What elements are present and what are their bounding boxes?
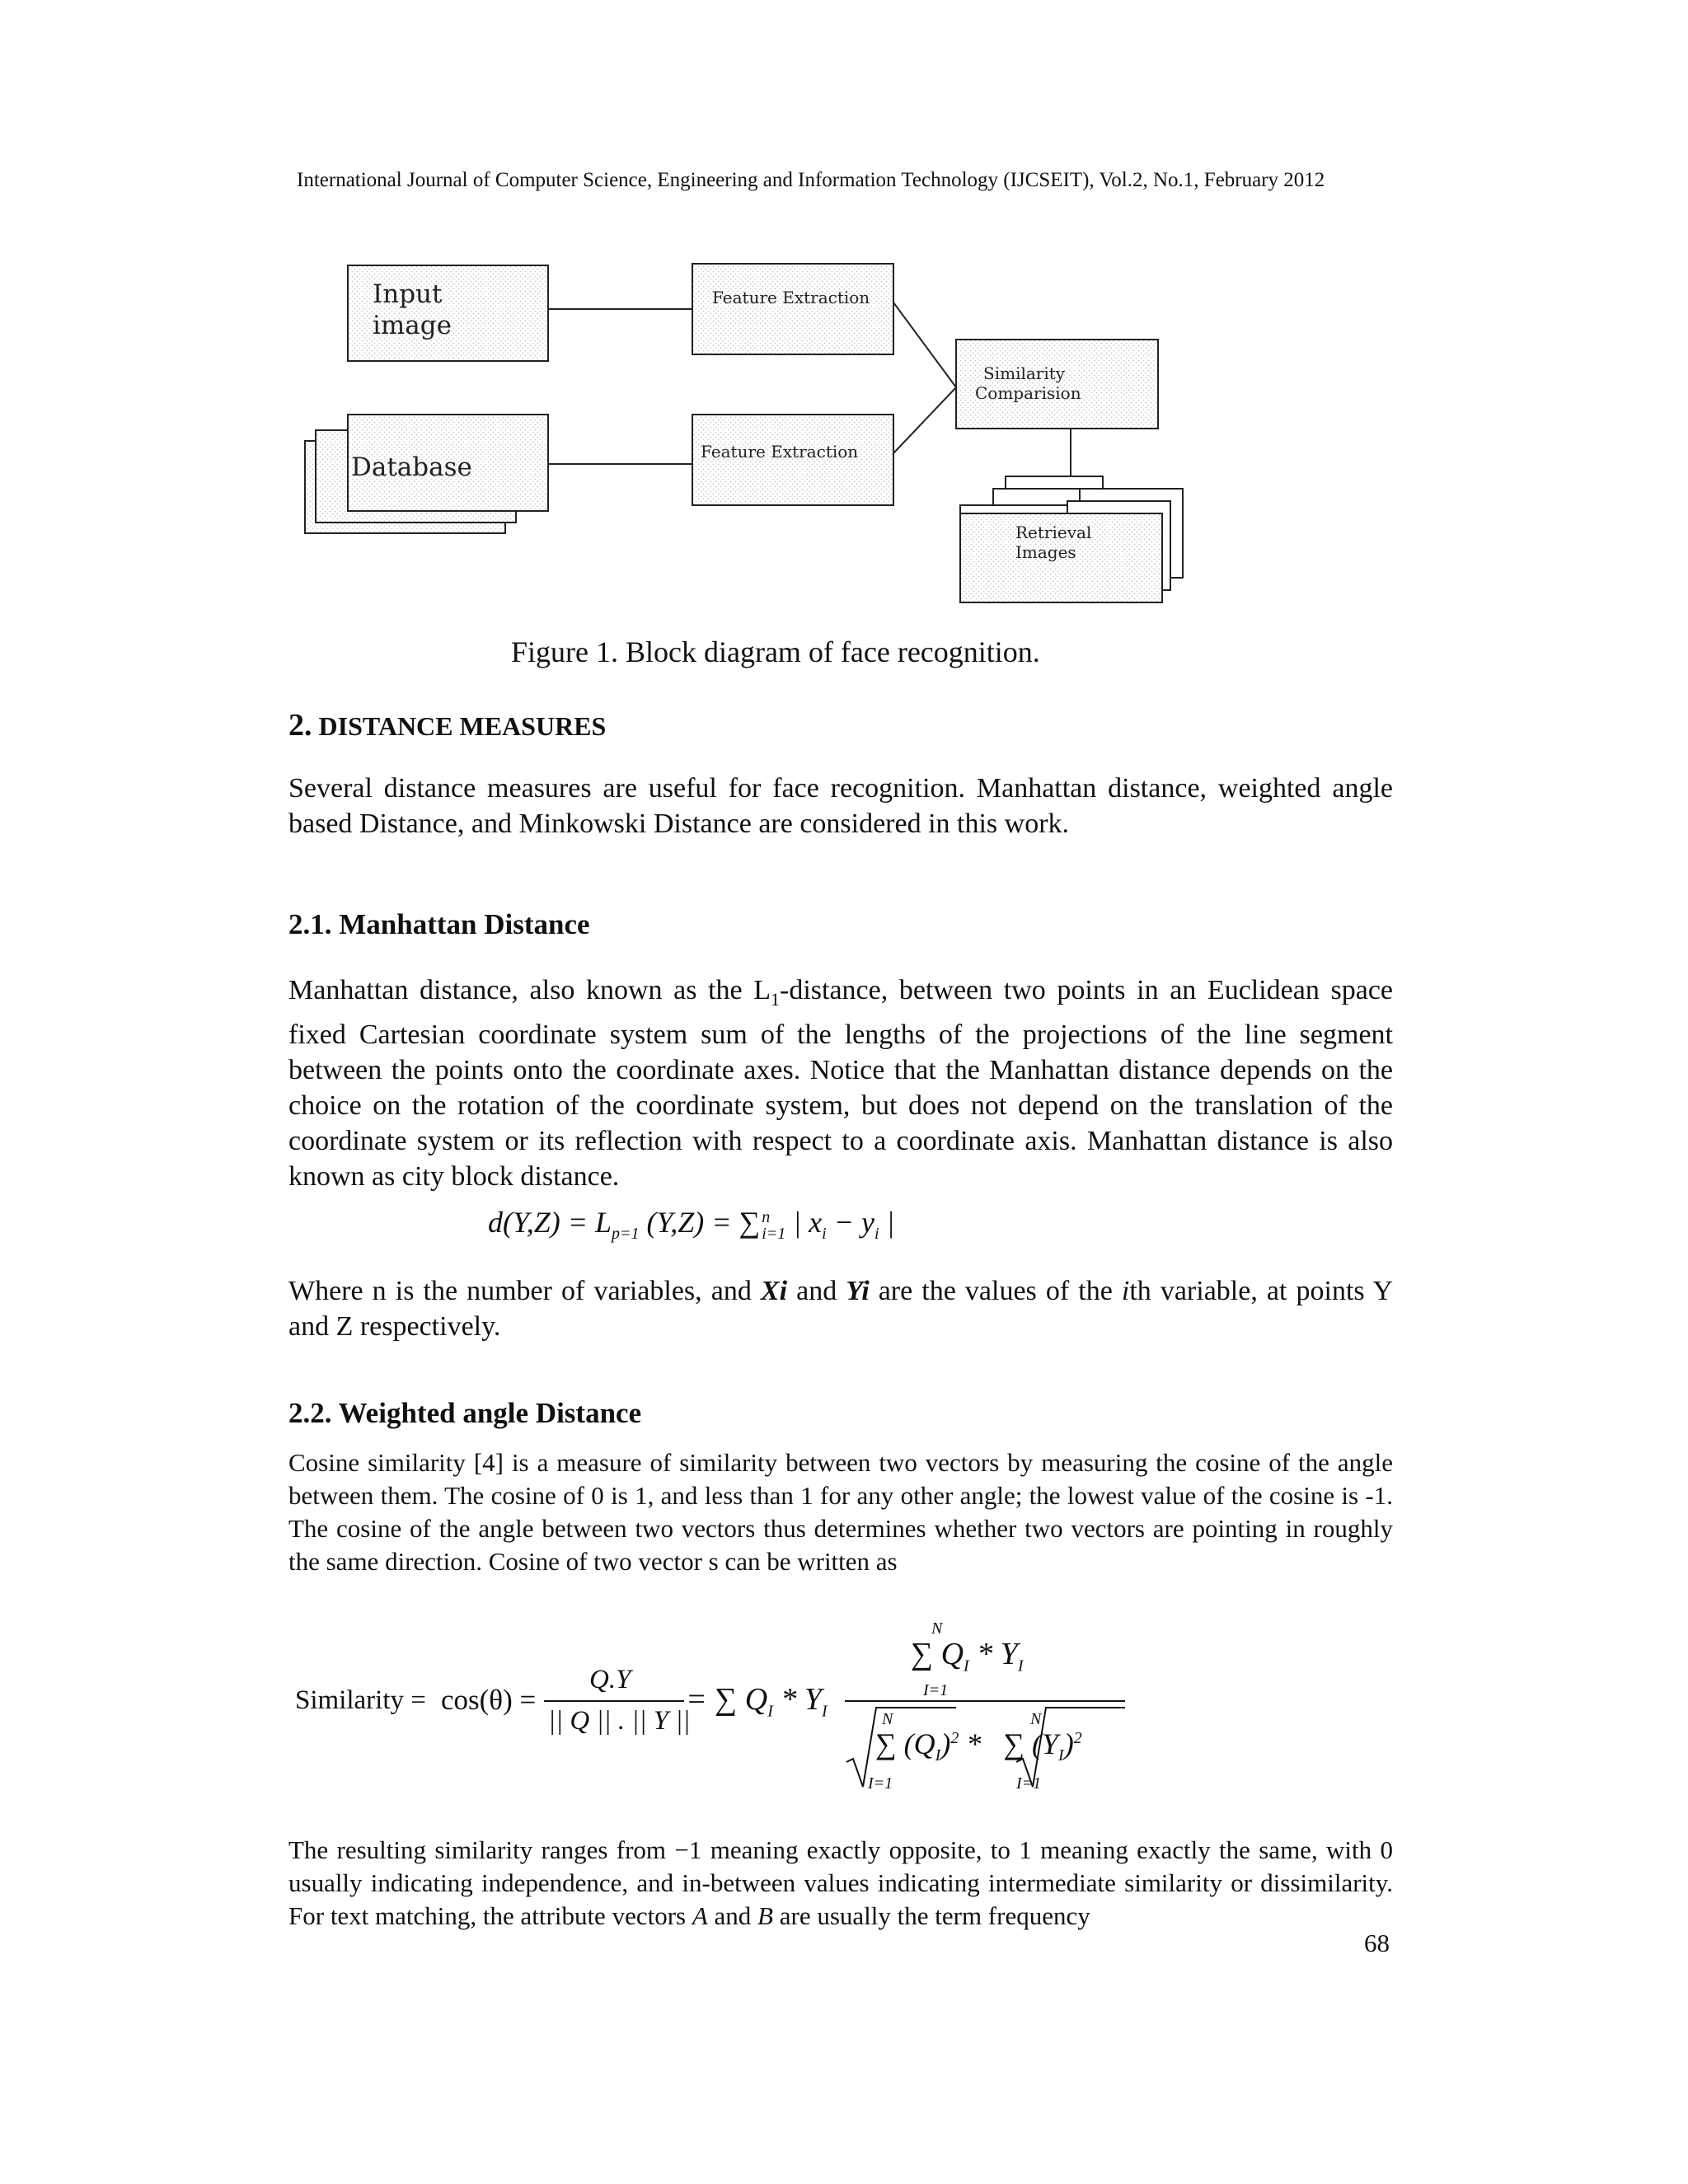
big-denominator (875, 1727, 1082, 1765)
connector-feature-top-similarity (893, 302, 956, 387)
eq-rhs2: − y (826, 1206, 874, 1239)
similarity-label: Similarity = (295, 1685, 426, 1715)
manhattan-heading: 2.1. Manhattan Distance (288, 908, 590, 940)
manhattan-paragraph (288, 972, 1393, 1194)
weighted-heading: 2.2. Weighted angle Distance (288, 1397, 642, 1429)
big-num-sub2: I (1017, 1657, 1024, 1675)
eq-rhs: | x (793, 1206, 823, 1239)
result-text-b: are usually the term frequency (772, 1901, 1090, 1930)
page-number: 68 (1364, 1929, 1390, 1957)
input-box-line2: image (373, 311, 452, 340)
eq2-b: * Y (772, 1682, 822, 1717)
den-N-left: N (882, 1710, 893, 1728)
section-heading (288, 707, 606, 743)
eq-lhs-sub: p=1 (612, 1225, 640, 1244)
connector-feature-bottom-similarity (893, 387, 956, 453)
result-B: B (757, 1901, 773, 1930)
retrieval-line2: Images (1015, 542, 1076, 562)
section-title: DISTANCE MEASURES (318, 711, 607, 741)
where-i: i (1121, 1276, 1130, 1306)
eq2-sub1: I (767, 1702, 773, 1721)
similarity-comparison-box (956, 340, 1158, 429)
feature-bottom-label: Feature Extraction (701, 442, 859, 462)
eq-rhs3: | (879, 1206, 895, 1239)
where-c: th variable, at points Y and Z respectively. (288, 1276, 1394, 1342)
where-and: and (787, 1276, 846, 1306)
frac1-denominator: || Q || . || Y || (548, 1706, 691, 1736)
running-header: International Journal of Computer Science, Engineering and Information Technology (IJCSEIT), Vol.2, No.1, February 2012 (297, 169, 1325, 191)
result-text-a: The resulting similarity ranges from −1 meaning exactly opposite, to 1 meaning exactly the same, with 0 usually indicating independence, and in-between values indicating intermediate similarity or dissimilarity. For text matching, the attribute vectors (288, 1835, 1393, 1930)
cos-theta: cos(θ) = (441, 1684, 537, 1716)
database-box (305, 415, 548, 533)
input-image-box (348, 265, 548, 361)
den-sup1: 2 (950, 1729, 959, 1747)
eq2-a: = ∑ Q (686, 1682, 768, 1717)
feature-extraction-top-box (692, 264, 893, 354)
input-box-line1: Input (373, 279, 443, 309)
section-intro: Several distance measures are useful for face recognition. Manhattan distance, weighted angle based Distance, and Minkowski Distance are considered in this work. (288, 773, 1393, 839)
manhattan-text-b: -distance, between two points in an Euclidean space fixed Cartesian coordinate system sum of the lengths of the projections of the line segment between the points onto the coordinate axes. Notice that the Manhattan distance depends on the choice on the rotation of the coordinate system, but does not depend on the translation of the coordinate system or its reflection with respect to a coordinate axis. Manhattan distance is also known as city block distance. (288, 975, 1393, 1192)
den-c: ∑ (Y (1003, 1727, 1059, 1760)
den-N-right: N (1030, 1710, 1042, 1728)
where-b: are the values of the (869, 1276, 1122, 1306)
big-num-lim: I=1 (923, 1681, 949, 1699)
den-b: ) (940, 1727, 951, 1760)
manhattan-text-a: Manhattan distance, also known as the L (288, 975, 771, 1005)
frac1-numerator: Q.Y (589, 1665, 631, 1694)
den-star: * (966, 1727, 982, 1760)
eq-lhs: d(Y,Z) = L (488, 1206, 612, 1239)
similarity-line1: Similarity (983, 363, 1066, 383)
feature-extraction-bottom-box (692, 415, 893, 505)
big-num-sub1: I (964, 1657, 969, 1675)
eq-sum-top: n (762, 1207, 771, 1226)
den-lim-left: I=1 (868, 1774, 893, 1793)
eq2-sub2: I (822, 1702, 828, 1721)
eq-rhs-i2: i (874, 1225, 879, 1244)
den-lim-right: I=1 (1016, 1774, 1042, 1793)
den-sub2: I (1058, 1746, 1064, 1765)
block-diagram (297, 255, 1236, 610)
manhattan-subscript: 1 (771, 988, 781, 1010)
retrieval-line1: Retrieval (1015, 523, 1092, 542)
manhattan-equation (488, 1205, 894, 1244)
eq2 (686, 1681, 828, 1722)
eq-sum-bot: i=1 (762, 1224, 786, 1243)
weighted-paragraph: Cosine similarity [4] is a measure of similarity between two vectors by measuring the cosine of the angle between them. The cosine of 0 is 1, and less than 1 for any other angle; the lowest value of the cosine is -1. The cosine of the angle between two vectors thus determines whether two vectors are pointing in roughly the same direction. Cosine of two vector s can be written as (288, 1448, 1393, 1576)
where-yi: Yi (846, 1276, 870, 1306)
den-d: ) (1063, 1727, 1074, 1760)
similarity-line2: Comparision (975, 383, 1081, 403)
big-numerator (911, 1636, 1024, 1676)
where-a: Where n is the number of variables, and (288, 1276, 761, 1306)
result-paragraph (288, 1834, 1393, 1933)
where-paragraph (288, 1273, 1393, 1344)
where-xi: Xi (760, 1276, 788, 1306)
result-and: and (707, 1901, 758, 1930)
figure-caption: Figure 1. Block diagram of face recognition. (511, 635, 1040, 668)
frac1-bar (544, 1700, 684, 1702)
big-num-a: ∑ Q (911, 1637, 964, 1671)
database-label: Database (351, 452, 472, 482)
big-num-b: * Y (968, 1637, 1018, 1671)
eq-rhs-i1: i (822, 1225, 827, 1244)
feature-top-label: Feature Extraction (712, 288, 870, 307)
den-sup2: 2 (1073, 1729, 1082, 1747)
eq-mid: (Y,Z) = ∑ (646, 1206, 761, 1239)
big-num-N: N (931, 1619, 943, 1638)
den-sub1: I (935, 1746, 941, 1765)
big-frac-bar (845, 1700, 1125, 1702)
den-a: ∑ (Q (875, 1727, 935, 1760)
retrieval-images-box (960, 476, 1183, 602)
section-number: 2. (288, 708, 312, 743)
result-A: A (692, 1901, 708, 1930)
